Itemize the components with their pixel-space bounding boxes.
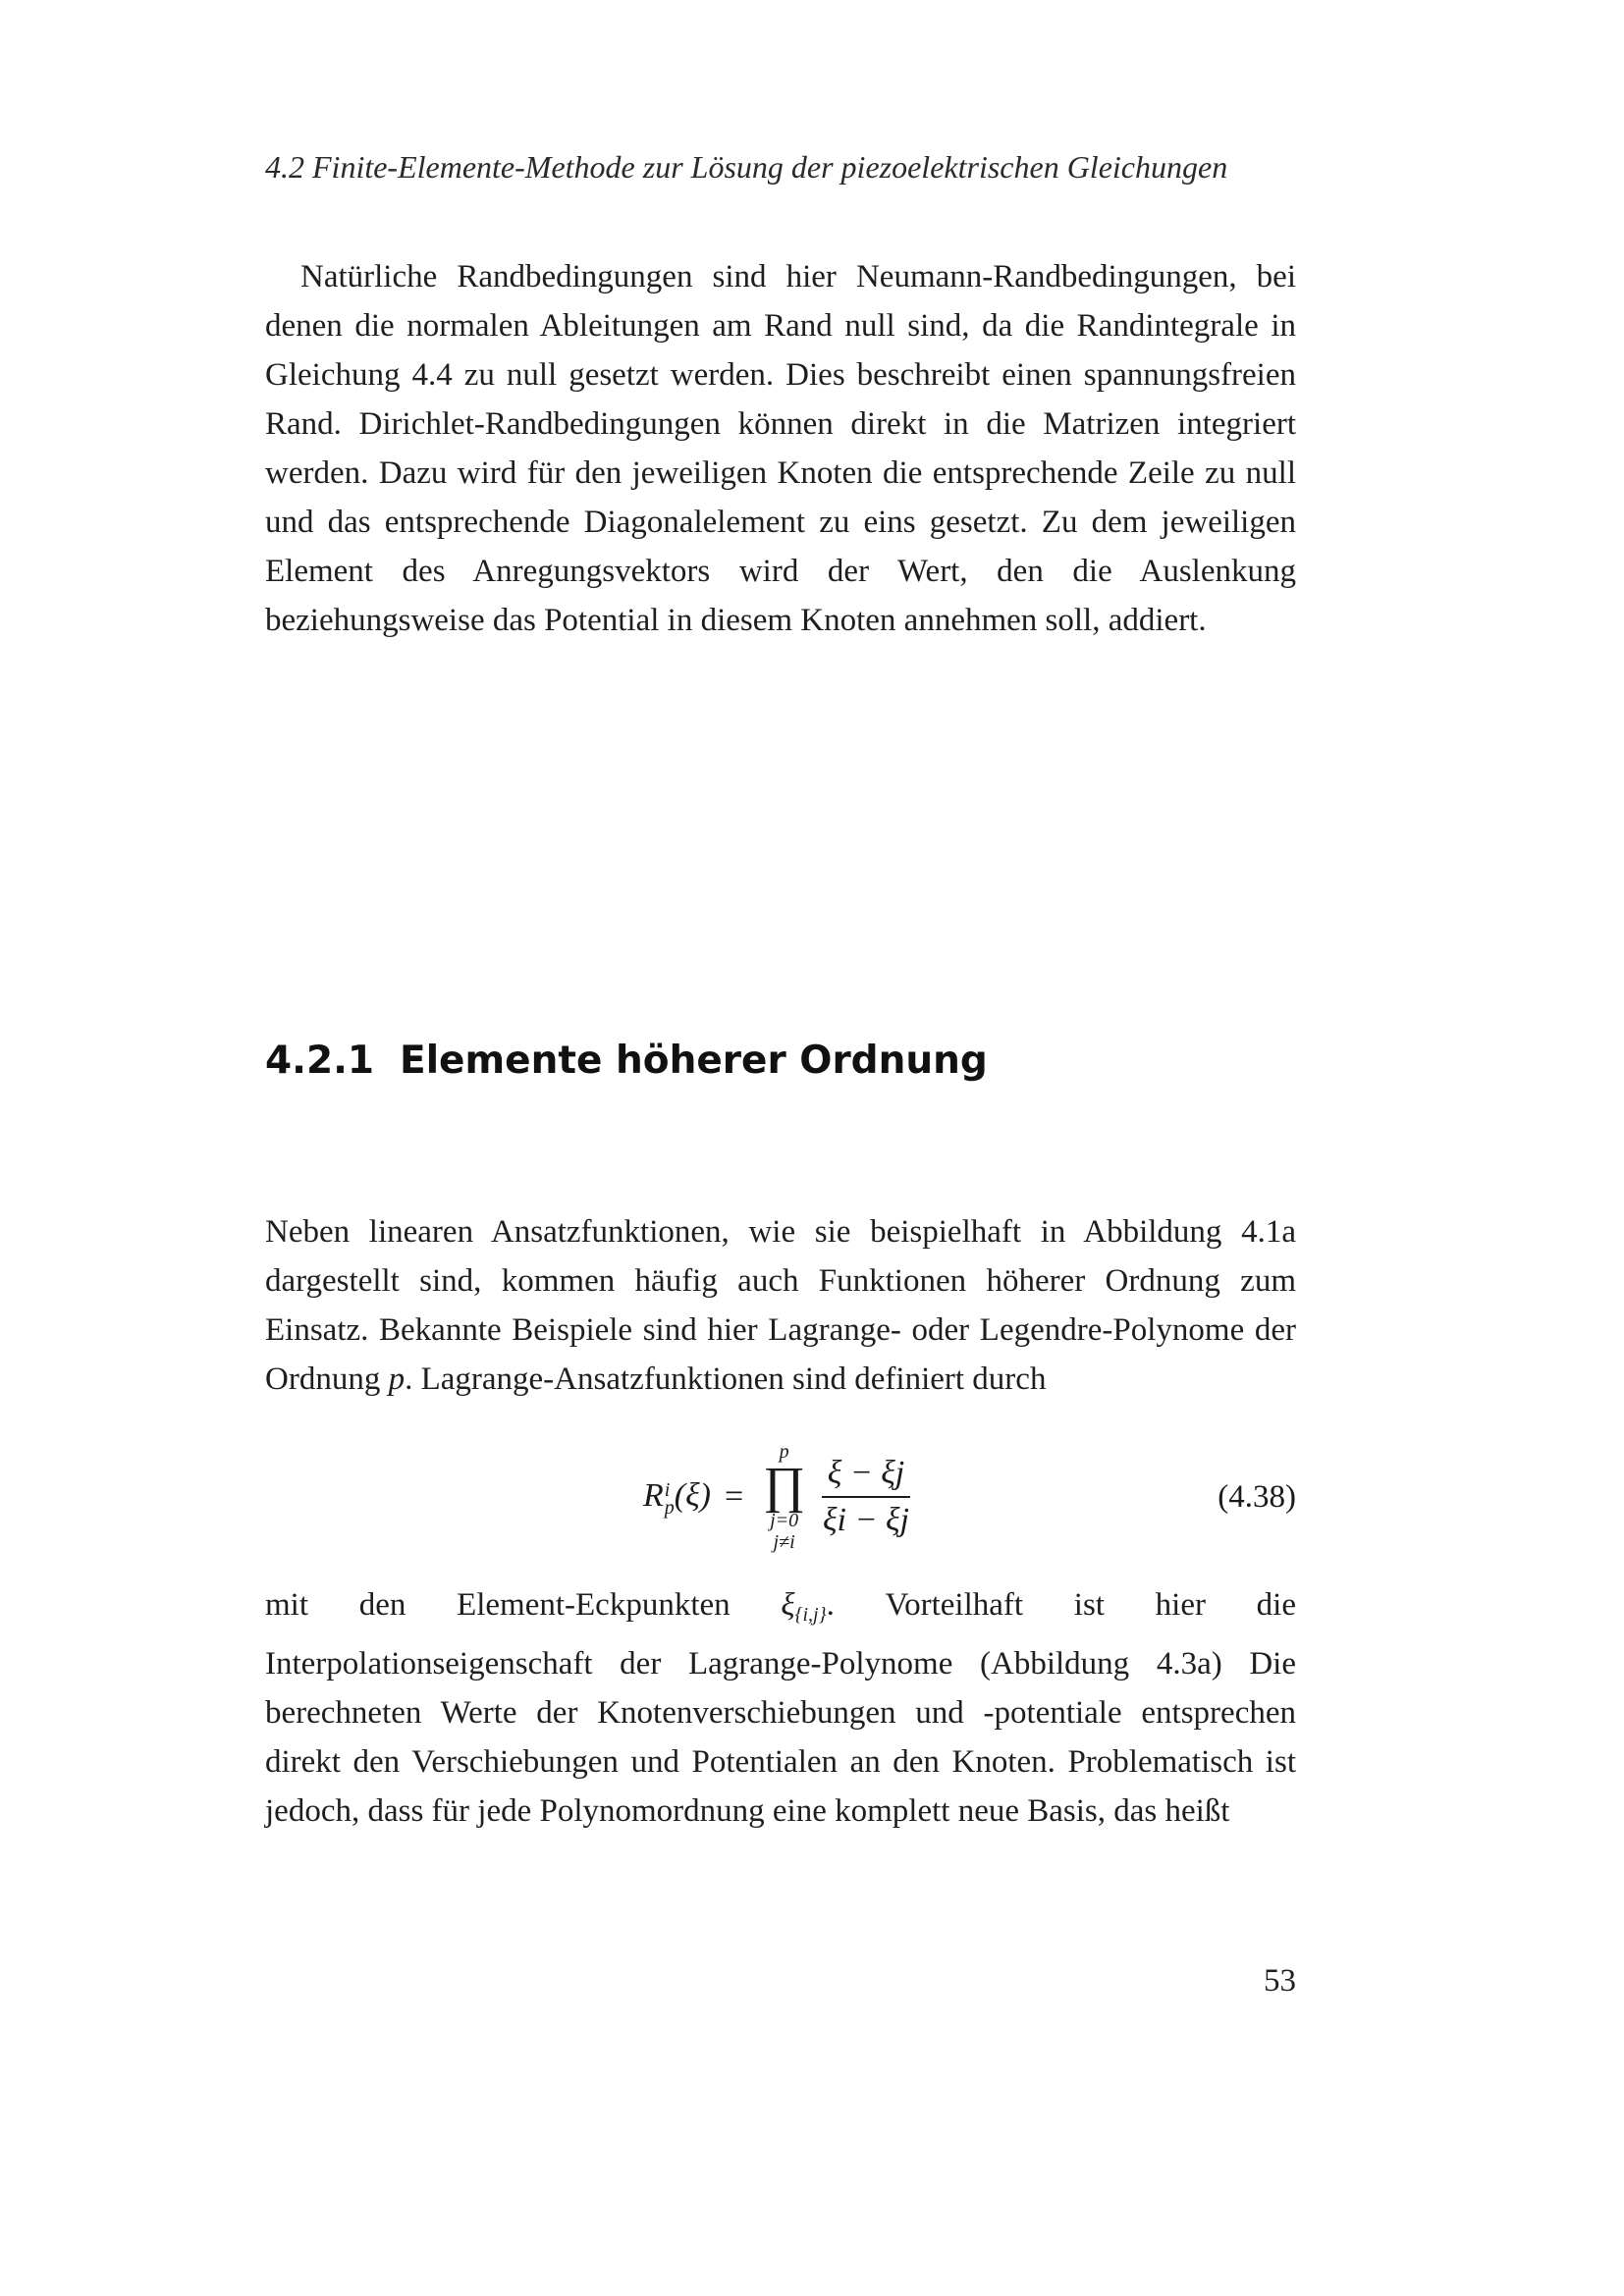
- fraction: [817, 1455, 915, 1539]
- fraction-numerator: ξ − ξj: [822, 1455, 911, 1498]
- lhs-base: R: [643, 1477, 664, 1515]
- paragraph-text: . Lagrange-Ansatzfunktionen sind definiert durch: [405, 1362, 1047, 1397]
- equation-body: [643, 1428, 915, 1566]
- inline-math-p: p: [388, 1362, 406, 1397]
- equation-lhs: [643, 1477, 711, 1519]
- lhs-subscript: p: [664, 1496, 675, 1519]
- paragraph-text: mit den Element-Eckpunkten: [265, 1587, 782, 1623]
- section-number: 4.2.1: [265, 1039, 375, 1083]
- running-header: 4.2 Finite-Elemente-Methode zur Lösung der piezoelektrischen Gleichungen: [265, 149, 1228, 185]
- paragraph-lagrange-properties: [265, 1580, 1296, 1836]
- product-lower-limit-2: j≠i: [773, 1531, 795, 1553]
- equation-4-38: [265, 1428, 1296, 1566]
- product-operator: [763, 1441, 805, 1553]
- lhs-superscript: i: [664, 1478, 671, 1501]
- paragraph-boundary-conditions: Natürliche Randbedingungen sind hier Neumann-Randbedingungen, bei denen die normalen Ableitungen am Rand null sind, da die Randintegrale in Gleichung 4.4 zu null gesetzt werden. Dies beschreibt einen spannungsfreien Rand. Dirichlet-Randbedingungen können direkt in die Matrizen integriert werden. Dazu wird für den jeweiligen Knoten die entsprechende Zeile zu null und das entsprechende Diagonalelement zu eins gesetzt. Zu dem jeweiligen Element des Anregungsvektors wird der Wert, den die Auslenkung beziehungsweise das Potential in diesem Knoten annehmen soll, addiert.: [265, 259, 1296, 638]
- equals-sign: =: [725, 1478, 744, 1515]
- lhs-argument: (ξ): [674, 1477, 711, 1515]
- product-lower-limit-1: j=0: [770, 1510, 799, 1531]
- product-lower-limit: [770, 1510, 798, 1553]
- section-title: Elemente höherer Ordnung: [400, 1039, 988, 1083]
- inline-math-subscript: {i,j}: [794, 1604, 827, 1626]
- paragraph-text: Neben linearen Ansatzfunktionen, wie sie beispielhaft in Abbildung 4.1a dargestellt sind, kommen häufig auch Funktionen höherer Ordnung zum Einsatz. Bekannte Beispiele sind hier Lagrange- oder Legendre-Polynome der Ordnung: [265, 1214, 1296, 1397]
- page-number: 53: [1264, 1963, 1296, 1999]
- product-symbol: ∏: [763, 1458, 805, 1514]
- paragraph-text: . Vorteilhaft ist hier die Interpolationseigenschaft der Lagrange-Polynome (Abbildung 4.3a) Die berechneten Werte der Knotenverschiebungen und -potentiale entsprechen direkt den Verschiebungen und Potentialen an den Knoten. Problematisch ist jedoch, dass für jede Polynomordnung eine komplett neue Basis, das heißt: [265, 1587, 1296, 1829]
- fraction-denominator: ξi − ξj: [823, 1502, 909, 1538]
- lhs-indices: [664, 1478, 675, 1519]
- product-upper-limit: p: [779, 1441, 789, 1463]
- inline-math-xi: ξ: [781, 1587, 795, 1623]
- section-heading: [265, 1039, 988, 1083]
- equation-number: (4.38): [1218, 1478, 1296, 1515]
- paragraph-higher-order-intro: [265, 1207, 1296, 1404]
